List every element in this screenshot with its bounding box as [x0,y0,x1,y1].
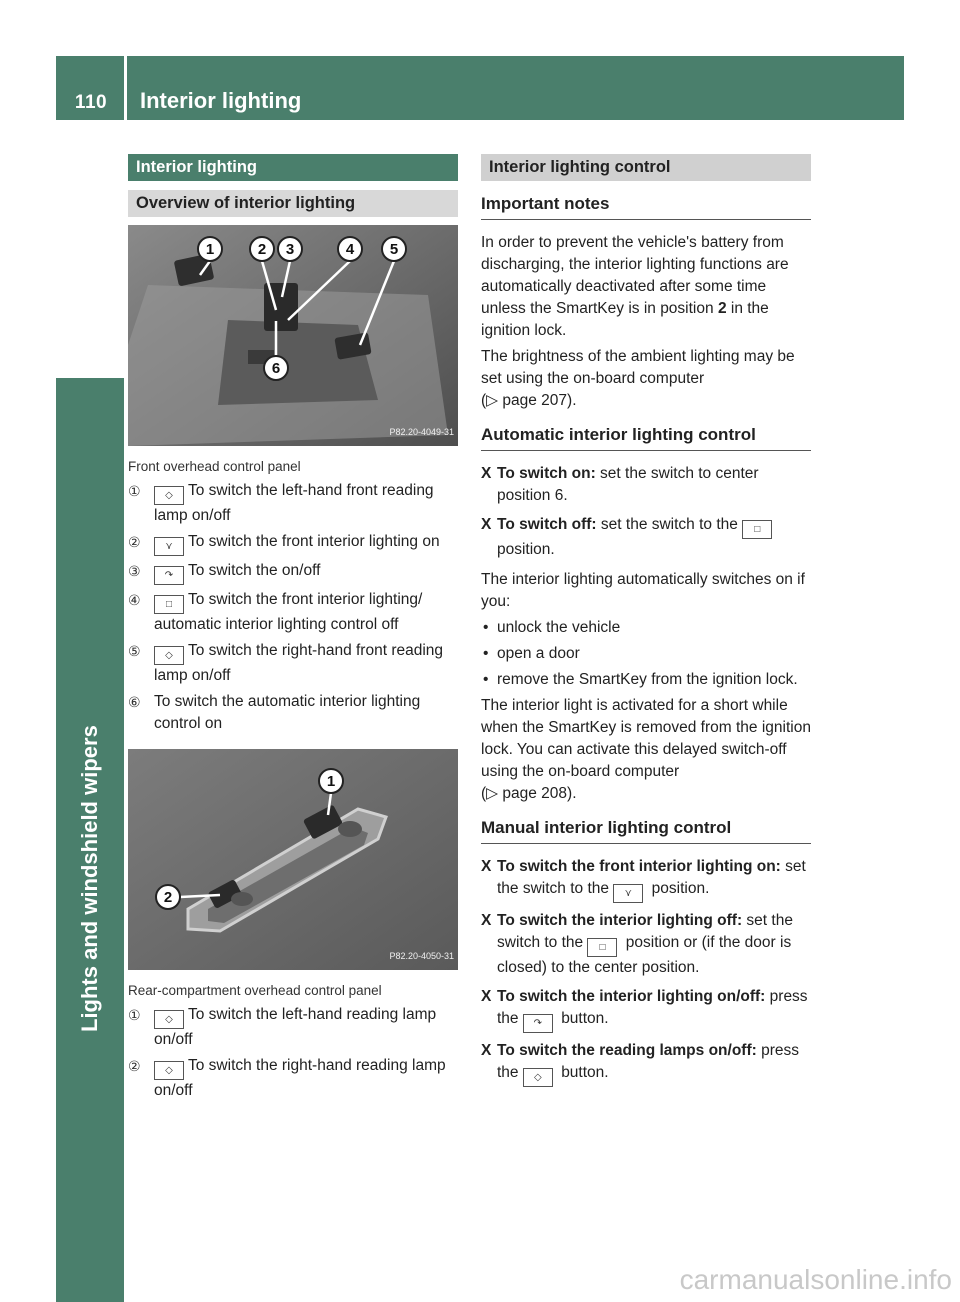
rear-interior-light-icon: ↷ [523,1014,553,1033]
rear-interior-light-icon: ↷ [154,566,184,585]
reading-lamp-icon: ◇ [154,486,184,505]
page-number: 110 [74,92,108,113]
section-title: Interior lighting control [481,154,811,181]
legend-item: ④ □ To switch the front interior lighting/ automatic interior lighting control off [128,591,423,633]
page-reference-link[interactable]: (▷ page 208). [481,785,577,802]
rear-panel-illustration [128,749,458,970]
step-arrow-icon: X [481,988,492,1005]
front-overhead-panel-photo [128,225,458,446]
rear-panel-legend [128,1004,458,1102]
rear-overhead-panel-photo [128,749,458,970]
light-off-icon: □ [742,520,772,539]
header-title: Interior lighting [140,88,302,113]
watermark: carmanualsonline.info [679,1264,952,1295]
photo-code: P82.20-4050-31 [389,951,454,961]
subsection-heading: Automatic interior lighting control [481,424,811,451]
paragraph: The interior lighting automatically switches on if you: [481,571,805,610]
reading-lamp-icon: ◇ [523,1068,553,1087]
callout-2: 2 [163,889,173,906]
legend-item: ③ ↷ To switch the on/off [128,560,458,585]
legend-item: ① ◇ To switch the left-hand reading lamp on/off [128,1006,437,1048]
front-panel-legend [128,480,458,735]
instruction-step: X To switch the interior lighting on/off: press the ↷ button. [481,986,811,1033]
reading-lamp-icon: ◇ [154,1010,184,1029]
instruction-step: X To switch off: set the switch to the □ position. [481,514,811,561]
legend-item: ② ⋎ To switch the front interior lighting on [128,531,458,556]
section-title: Interior lighting [128,154,458,181]
list-item: • remove the SmartKey from the ignition lock. [483,671,798,688]
callout-1: 1 [205,241,215,258]
photo-caption: Front overhead control panel [128,459,301,474]
step-arrow-icon: X [481,858,492,875]
callout-4: 4 [345,241,355,258]
header-divider [124,56,127,120]
chapter-side-tab [56,378,124,1302]
chapter-label: Lights and windshield wipers [77,725,102,1032]
page-reference-link[interactable]: (▷ page 207). [481,392,577,409]
instruction-step: X To switch the reading lamps on/off: press the ◇ button. [481,1040,811,1087]
list-item: • open a door [483,645,580,662]
step-arrow-icon: X [481,912,492,929]
light-off-icon: □ [154,595,184,614]
list-item: • unlock the vehicle [483,619,621,636]
front-interior-light-icon: ⋎ [613,884,643,903]
callout-2: 2 [257,241,267,258]
subsection-heading: Important notes [481,193,811,220]
paragraph: The interior light is activated for a short while when the SmartKey is removed from the ignition lock. You can activate this delayed switch-off using the on-board computer (▷ page 208). [481,697,811,802]
photo-code: P82.20-4049-31 [389,427,454,437]
instruction-step: X To switch the interior lighting off: set the switch to the □ position or (if the door is closed) to the center position. [481,910,811,979]
instruction-step: X To switch on: set the switch to center position 6. [481,463,811,507]
callout-3: 3 [285,241,295,258]
photo-caption: Rear-compartment overhead control panel [128,983,382,998]
instruction-step: X To switch the front interior lighting on: set the switch to the ⋎ position. [481,856,811,903]
reading-lamp-icon: ◇ [154,646,184,665]
light-off-icon: □ [587,938,617,957]
front-interior-light-icon: ⋎ [154,537,184,556]
legend-item: ⑥ To switch the automatic interior lighting control on [128,693,421,732]
step-arrow-icon: X [481,516,492,533]
legend-item: ⑤ ◇ To switch the right-hand front reading lamp on/off [128,642,444,684]
callout-1: 1 [326,773,336,790]
front-panel-illustration [128,225,458,446]
left-column [128,154,458,1102]
paragraph: In order to prevent the vehicle's battery from discharging, the interior lighting functions are automatically deactivated after some time unless the SmartKey is in position 2 in the ignition lock. [481,234,789,339]
legend-item: ② ◇ To switch the right-hand reading lamp on/off [128,1057,446,1099]
callout-6: 6 [271,360,281,377]
legend-item: ① ◇ To switch the left-hand front reading lamp on/off [128,482,434,524]
paragraph: The brightness of the ambient lighting may be set using the on-board computer (▷ page 207). [481,348,795,409]
section-subtitle: Overview of interior lighting [128,190,458,217]
callout-5: 5 [389,241,399,258]
step-arrow-icon: X [481,1042,492,1059]
subsection-heading: Manual interior lighting control [481,817,811,844]
reading-lamp-icon: ◇ [154,1061,184,1080]
right-column [481,154,811,1087]
step-arrow-icon: X [481,465,492,482]
